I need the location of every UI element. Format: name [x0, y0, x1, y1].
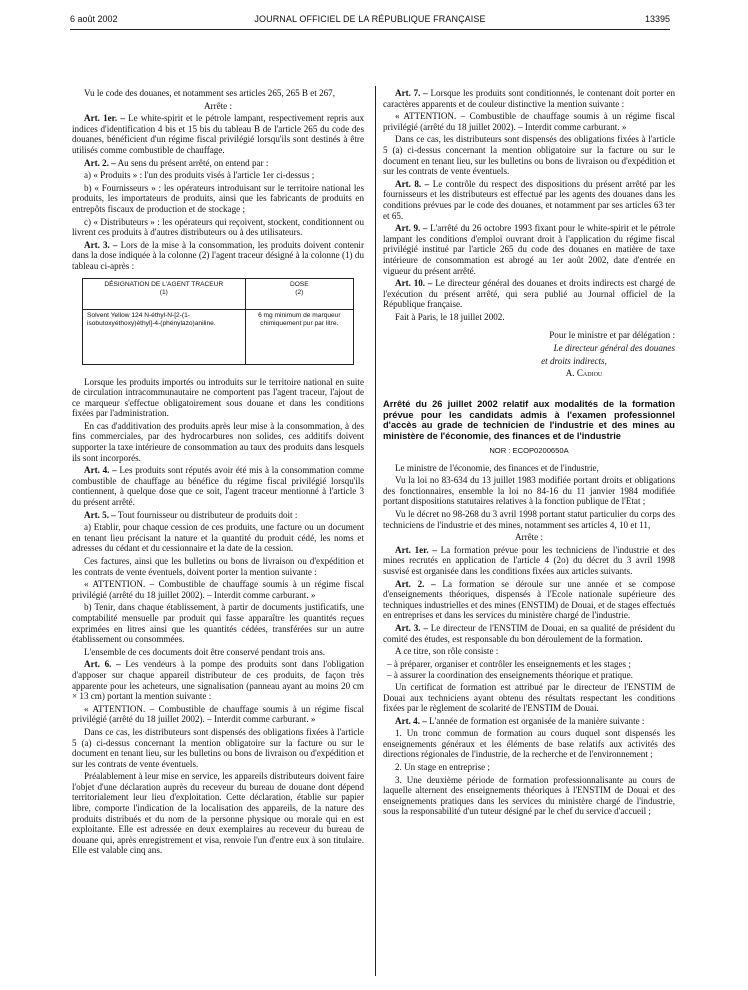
article-label: Art. 6. –: [84, 659, 121, 670]
article-6: Art. 6. – Les vendeurs à la pompe des produits sont dans l'obligation d'apposer sur chaque appareil distributeur de ces produits, de façon très apparente pour les acheteurs, une signalisation (panneau ayant au moins 20 cm × 13 cm) portant la mention suivante :: [72, 659, 364, 702]
role-intro: A ce titre, son rôle consiste :: [395, 646, 499, 657]
list-item: 2. Un stage en entreprise ;: [395, 762, 490, 773]
table-cell-dose: 6 mg minimum de marqueur chimiquement pur par litre.: [245, 309, 353, 364]
page-header: [70, 14, 670, 28]
arrete-heading: Arrête :: [203, 100, 233, 111]
list-item: 3. Une deuxième période de formation professionnalisante au cours de laquelle alternent des enseignements théoriques à l'ENSTIM de Douai et des enseignements pratiques dans les services du ministère chargé de l'industrie, sous la responsabilité d'un tuteur désigné par le chef du service d'accueil ;: [383, 774, 675, 817]
article-5: Art. 5. – Tout fournisseur ou distributeur de produits doit :: [84, 509, 298, 520]
article-label: Art. 2. –: [84, 157, 116, 168]
exemption-paragraph: Dans ce cas, les distributeurs sont dispensés des obligations fixées à l'article 5 (a) ci-dessus concernant la mention obligatoire sur la facture ou sur le document en tenant lieu, sur les bulletins ou bons de livraison ou d'expédition et sur les contrats de vente éventuels.: [383, 134, 675, 177]
exemption-paragraph: Dans ce cas, les distributeurs sont dispensés des obligations fixées à l'article 5 (a) ci-dessus concernant la mention obligatoire sur la facture ou sur le document en tenant lieu, sur les bulletins ou bons de livraison ou d'expédition et sur les contrats de vente éventuels.: [72, 726, 364, 769]
signature-name: A. Cadiou: [565, 368, 603, 379]
nor-reference: NOR : ECOP0200650A: [489, 446, 569, 456]
signature-intro: Pour le ministre et par délégation :: [549, 330, 675, 341]
article-2: Art. 2. – Au sens du présent arrêté, on entend par :: [84, 157, 269, 168]
article-label: Art. 2. –: [395, 578, 436, 589]
attention-notice: « ATTENTION. – Combustible de chauffage soumis à un régime fiscal privilégié (arrêté du 18 juillet 2002). – Interdit comme carburant. »: [72, 579, 364, 600]
left-column: [72, 88, 364, 858]
table-header-dose: DOSE (2): [245, 278, 353, 309]
article-4: Art. 4. – Les produits sont réputés avoir été mis à la consommation comme combustible de chauffage au bénéfice du régime fiscal privilégié lorsqu'ils contiennent, à quelque dose que ce soit, l'agent traceur mentionné à l'article 3 du présent arrêté.: [72, 465, 364, 508]
article-label: Art. 5. –: [84, 509, 116, 520]
article-8: Art. 8. – Le contrôle du respect des dispositions du présent arrêté par les fournisseurs et les distributeurs est effectué par les agents des douanes dans les conditions prévues par le code des douanes, et notamment par ses articles 63 ter et 65.: [383, 178, 675, 221]
article-3: Art. 3. – Le directeur de l'ENSTIM de Douai, en sa qualité de président du comité des études, est responsable du bon déroulement de la formation.: [383, 622, 676, 644]
list-item: – à préparer, organiser et contrôler les enseignements et les stages ;: [387, 658, 631, 669]
article-5-a: a) Etablir, pour chaque cession de ces produits, une facture ou un document en tenant lieu précisant la nature et la quantité du produit cédé, les noms et adresses du cédant et du cessionnaire et la date de la cession.: [72, 522, 364, 554]
signature-title-cont: et droits indirects,: [541, 355, 607, 366]
signature-title: Le directeur général des douanes: [553, 343, 675, 354]
attention-notice: « ATTENTION. – Combustible de chauffage soumis à un régime fiscal privilégié (arrêté du 18 juillet 2002). – Interdit comme carburant. »: [72, 703, 364, 725]
vu-paragraph: Vu le code des douanes, et notamment ses articles 265, 265 B et 267,: [84, 88, 335, 98]
article-7: Art. 7. – Lorsque les produits sont conditionnés, le contenant doit porter en caractères apparents et de couleur distinctive la mention suivante :: [383, 88, 675, 109]
declaration-paragraph: Préalablement à leur mise en service, les appareils distributeurs doivent faire l'objet d'une déclaration auprès du receveur du bureau de douane dont dépend territorialement leur lieu d'exploitation. Cette déclaration, établie sur papier libre, comporte l'indication de la localisation des appareils, de la nature des produits distribués et du nom de la personne physique ou morale qui en est exploitante. Elle est adressée en deux exemplaires au receveur du bureau de douane qui, après enregistrement et visa, renvoie l'un d'entre eux à son titulaire. Elle est valable cinq ans.: [72, 771, 364, 856]
article-2: Art. 2. – La formation se déroule sur une année et se compose d'enseignements théoriques, dispensés à l'Ecole nationale supérieure des techniques industrielles et des mines (ENSTIM) de Douai, et de stages effectués en entreprises et dans les services du ministère chargé de l'industrie.: [383, 578, 675, 621]
article-label: Art. 1er. –: [395, 544, 437, 555]
table-cell-agent: Solvent Yellow 124 N-éthyl-N-[2-(1-isobutoxyéthoxy)éthyl]-4-(phénylazo)aniline.: [83, 309, 246, 364]
article-label: Art. 1er. –: [84, 113, 125, 124]
additivation-paragraph: En cas d'additivation des produits après leur mise à la consommation, à des fins commerciales, par des hydrocarbures non solides, ces additifs doivent supporter la taxe intérieure de consommation au taux des produits dans lesquels ils sont incorporés.: [72, 420, 364, 463]
tracer-table: [82, 278, 354, 365]
article-9: Art. 9. – L'arrêté du 26 octobre 1993 fixant pour le white-spirit et le pétrole lampant les conditions d'emploi ouvrant droit à l'application du régime fiscal privilégié institué par l'article 265 du code des douanes en matière de taxe intérieure de consommation est abrogé au 1er août 2002, date d'entrée en vigueur du présent arrêté.: [383, 223, 675, 276]
article-label: Art. 3. –: [395, 622, 428, 633]
definition-b: b) « Fournisseurs » : les opérateurs introduisant sur le territoire national les produits, les importateurs de produits, ainsi que les fabricants de produits en entrepôts fiscaux de production et de stockage ;: [72, 182, 364, 214]
list-item: – à assurer la coordination des enseignements théorique et pratique.: [387, 670, 633, 681]
definition-a: a) « Produits » : l'un des produits visés à l'article 1er ci-dessus ;: [84, 170, 315, 181]
article-3: Art. 3. – Lors de la mise à la consommation, les produits doivent contenir dans la dose indiquée à la colonne (2) l'agent traceur désigné à la colonne (1) du tableau ci-après :: [72, 239, 364, 271]
arrete-title: Arrêté du 26 juillet 2002 relatif aux modalités de la formation prévue pour les candidats admis à l'examen professionnel d'accès au grade de technicien de l'industrie et des mines au ministère de l'économie, des finances et de l'industrie: [383, 398, 675, 442]
article-label: Art. 4. –: [84, 465, 117, 476]
article-label: Art. 3. –: [84, 239, 118, 250]
article-label: Art. 10. –: [395, 278, 433, 289]
table-row: [83, 309, 354, 364]
article-1: Art. 1er. – La formation prévue pour les techniciens de l'industrie et des mines recrutés en application de l'article 4 (2o) du décret du 3 avril 1998 susvisé est organisée dans les conditions fixées aux articles suivants.: [383, 544, 675, 576]
article-label: Art. 8. –: [395, 178, 430, 189]
signature-place-date: Fait à Paris, le 18 juillet 2002.: [395, 311, 505, 322]
article-4: Art. 4. – L'année de formation est organisée de la manière suivante :: [395, 715, 645, 726]
header-date: 6 août 2002: [70, 14, 118, 24]
article-1: Art. 1er. – Le white-spirit et le pétrole lampant, respectivement repris aux indices d'identification 4 bis et 15 bis du tableau B de l'article 265 du code des douanes, bénéficient d'un régime fiscal privilégié lorsqu'ils sont destinés à être utilisés comme combustible de chauffage.: [72, 113, 364, 155]
article-label: Art. 4. –: [395, 715, 427, 726]
certificate-paragraph: Un certificat de formation est attribué par le directeur de l'ENSTIM de Douai aux techniciens ayant obtenu des résultats respectant les conditions fixées par le règlement de scolarité de l'ENSTIM de Douai.: [383, 681, 675, 714]
article-5-b: b) Tenir, dans chaque établissement, à partir de documents justificatifs, une comptabilité mensuelle par produit qui fasse apparaître les quantités reçues exprimées en litres ainsi que les quantités cédées, transférées sur un autre établissement ou consommées.: [72, 602, 364, 645]
table-header-agent: DÉSIGNATION DE L'AGENT TRACEUR (1): [83, 278, 246, 309]
article-label: Art. 9. –: [395, 223, 428, 234]
arrete-heading: Arrête :: [514, 532, 544, 543]
imported-products-paragraph: Lorsque les produits importés ou introduits sur le territoire national en suite de circulation intracommunautaire ne comportent pas l'agent traceur, l'ajout de ce marqueur s'effectue obligatoirement sous douane et dans les conditions fixées par l'administration.: [72, 376, 364, 419]
list-item: 1. Un tronc commun de formation au cours duquel sont dispensés les enseignements généraux et les éléments de base relatifs aux activités des directions régionales de l'industrie, de la recherche et de l'environnement ;: [383, 728, 675, 760]
minister-paragraph: Le ministre de l'économie, des finances et de l'industrie,: [395, 462, 599, 473]
article-label: Art. 7. –: [395, 88, 428, 98]
right-column: [383, 88, 675, 819]
page-number: 13395: [644, 14, 670, 24]
vu-paragraph: Vu le décret no 98-268 du 3 avril 1998 portant statut particulier du corps des techniciens de l'industrie et des mines, notamment ses articles 4, 10 et 11,: [383, 509, 675, 530]
factures-paragraph: Ces factures, ainsi que les bulletins ou bons de livraison ou d'expédition et les contrats de vente éventuels, doivent porter la mention suivante :: [72, 556, 364, 577]
definition-c: c) « Distributeurs » : les opérateurs qui reçoivent, stockent, conditionnent ou livrent ces produits à d'autres distributeurs ou à des utilisateurs.: [72, 216, 364, 238]
article-10: Art. 10. – Le directeur général des douanes et droits indirects est chargé de l'exécution du présent arrêté, qui sera publié au Journal officiel de la République française.: [383, 278, 675, 310]
header-rule: [70, 29, 670, 30]
journal-title: JOURNAL OFFICIEL DE LA RÉPUBLIQUE FRANÇAISE: [254, 14, 486, 24]
column-divider: [375, 86, 376, 976]
vu-paragraph: Vu la loi no 83-634 du 13 juillet 1983 modifiée portant droits et obligations des fonctionnaires, ensemble la loi no 84-16 du 11 janvier 1984 modifiée portant dispositions statutaires relatives à la fonction publique de l'Etat ;: [383, 475, 675, 507]
retention-paragraph: L'ensemble de ces documents doit être conservé pendant trois ans.: [84, 646, 326, 657]
attention-notice: « ATTENTION. – Combustible de chauffage soumis à un régime fiscal privilégié (arrêté du 18 juillet 2002). – Interdit comme carburant. »: [383, 111, 675, 132]
